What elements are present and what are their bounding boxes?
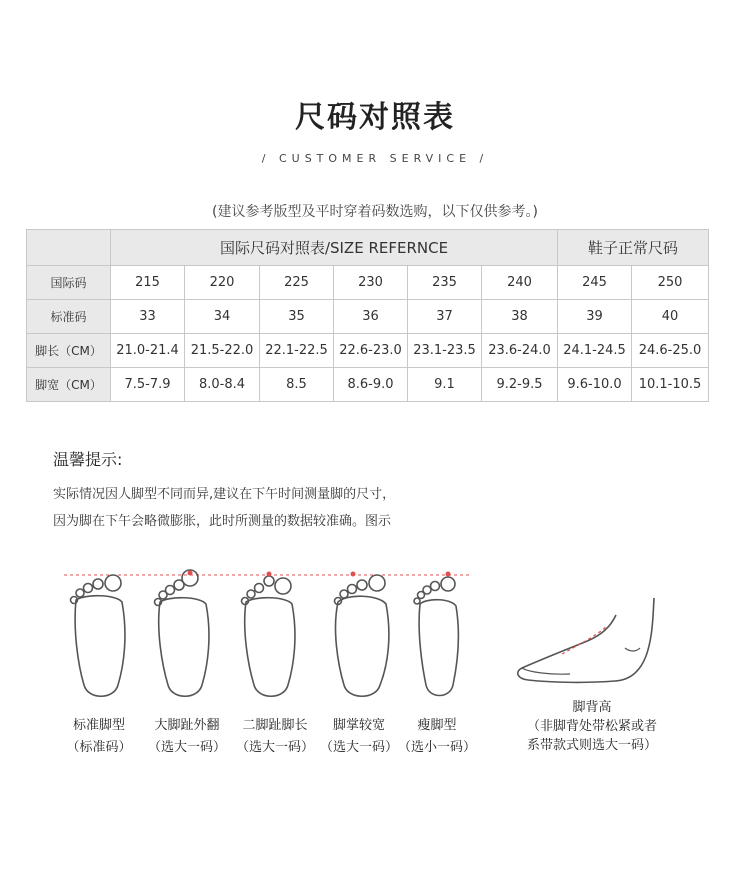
- foot-size-advice: 系带款式则选大一码）: [526, 738, 657, 753]
- standard-foot-icon: [71, 575, 125, 696]
- row-label: 国际码: [27, 266, 111, 300]
- foot-type-name: 脚背高: [572, 700, 612, 715]
- table-cell: 9.6-10.0: [558, 368, 632, 402]
- table-heading-row: [27, 230, 709, 266]
- table-cell: 39: [558, 300, 632, 334]
- row-label: 标准码: [27, 300, 111, 334]
- table-heading-main: 国际尺码对照表/SIZE REFERNCE: [111, 230, 558, 266]
- table-row: [27, 266, 709, 300]
- table-cell: 22.1-22.5: [260, 334, 334, 368]
- table-row: [27, 300, 709, 334]
- foot-type-name: 脚掌较宽: [332, 718, 385, 733]
- foot-size-advice: （非脚背处带松紧或者: [526, 719, 657, 734]
- foot-size-advice: （标准码）: [66, 740, 132, 755]
- table-cell: 40: [632, 300, 709, 334]
- table-cell: 240: [482, 266, 558, 300]
- table-cell: 8.5: [260, 368, 334, 402]
- table-cell: 225: [260, 266, 334, 300]
- row-label: 脚长（CM）: [27, 334, 111, 368]
- foot-type-name: 标准脚型: [72, 718, 125, 733]
- table-cell: 245: [558, 266, 632, 300]
- page-title: 尺码对照表: [295, 100, 455, 135]
- foot-label-wide: [314, 715, 404, 759]
- table-cell: 9.1: [408, 368, 482, 402]
- table-cell: 220: [185, 266, 260, 300]
- bunion-foot-icon: [155, 570, 209, 696]
- foot-label-standard: [54, 715, 144, 759]
- table-cell: 37: [408, 300, 482, 334]
- table-cell: 35: [260, 300, 334, 334]
- foot-label-long-second-toe: [230, 715, 320, 759]
- table-row: [27, 334, 709, 368]
- table-cell: 8.0-8.4: [185, 368, 260, 402]
- table-cell: 33: [111, 300, 185, 334]
- table-cell: 230: [334, 266, 408, 300]
- table-cell: 9.2-9.5: [482, 368, 558, 402]
- table-cell: 22.6-23.0: [334, 334, 408, 368]
- foot-type-name: 二脚趾脚长: [242, 718, 308, 733]
- table-cell: 8.6-9.0: [334, 368, 408, 402]
- size-chart-table: [26, 229, 709, 402]
- long-second-toe-foot-icon: [242, 572, 295, 697]
- table-cell: 23.6-24.0: [482, 334, 558, 368]
- row-label: 脚宽（CM）: [27, 368, 111, 402]
- table-cell: 10.1-10.5: [632, 368, 709, 402]
- table-cell: 24.1-24.5: [558, 334, 632, 368]
- foot-label-high-instep: [512, 698, 672, 755]
- foot-size-advice: （选大一码）: [319, 740, 398, 755]
- table-cell: 21.5-22.0: [185, 334, 260, 368]
- table-cell: 24.6-25.0: [632, 334, 709, 368]
- tips-text-line: 实际情况因人脚型不同而异,建议在下午时间测量脚的尺寸，: [53, 487, 396, 502]
- table-cell: 23.1-23.5: [408, 334, 482, 368]
- foot-size-advice: （选大一码）: [235, 740, 314, 755]
- table-cell: 38: [482, 300, 558, 334]
- wide-foot-icon: [335, 572, 389, 697]
- table-cell: 34: [185, 300, 260, 334]
- foot-size-advice: （选小一码）: [397, 740, 476, 755]
- tips-text-line: 因为脚在下午会略微膨胀，此时所测量的数据较准确。图示: [53, 514, 392, 529]
- tips-title: 温馨提示:: [53, 450, 123, 469]
- table-cell: 36: [334, 300, 408, 334]
- table-cell: 21.0-21.4: [111, 334, 185, 368]
- table-cell: 215: [111, 266, 185, 300]
- table-row: [27, 368, 709, 402]
- page-subtitle: / CUSTOMER SERVICE /: [261, 152, 489, 165]
- foot-type-name: 瘦脚型: [417, 718, 457, 733]
- high-instep-foot-icon: [518, 598, 654, 682]
- table-cell: 7.5-7.9: [111, 368, 185, 402]
- reference-note: (建议参考版型及平时穿着码数选购，以下仅供参考。): [212, 204, 538, 220]
- table-cell: 235: [408, 266, 482, 300]
- table-heading-side: 鞋子正常尺码: [558, 230, 709, 266]
- foot-size-advice: （选大一码）: [147, 740, 226, 755]
- foot-label-bunion: [142, 715, 232, 759]
- foot-label-slim: [392, 715, 482, 759]
- slim-foot-icon: [414, 572, 458, 696]
- foot-type-name: 大脚趾外翻: [154, 718, 220, 733]
- foot-shapes-illustration: [40, 560, 680, 710]
- table-cell: 250: [632, 266, 709, 300]
